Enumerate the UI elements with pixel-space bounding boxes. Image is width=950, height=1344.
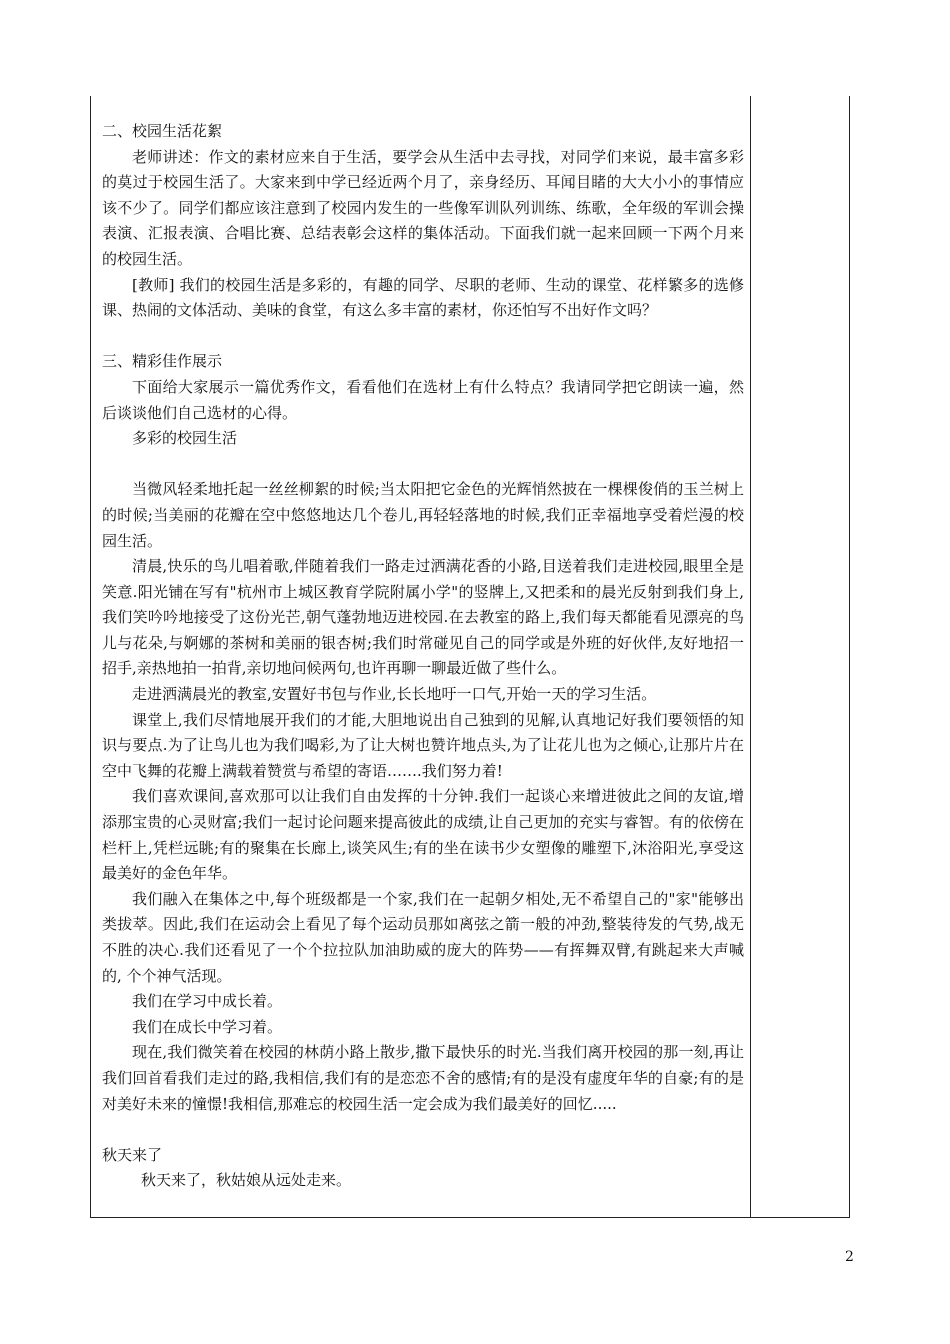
essay-paragraph: 我们融入在集体之中,每个班级都是一个家,我们在一起朝夕相处,无不希望自己的"家"能够出类拔萃。因此,我们在运动会上看见了每个运动员那如离弦之箭一般的冲劲,整装待发的气势,战无不胜的决心.我们还看见了一个个拉拉队加油助威的庞大的阵势——有挥舞双臂,有跳起来大声喊的, 个个神气活现。 [102,889,744,985]
main-content [102,119,744,1194]
spacer [102,1117,744,1143]
essay-paragraph: 清晨,快乐的鸟儿唱着歌,伴随着我们一路走过洒满花香的小路,目送着我们走进校园,眼里全是笑意.阳光铺在写有"杭州市上城区教育学院附属小学"的竖牌上,又把柔和的晨光反射到我们身上,我们笑吟吟地接受了这份光芒,朝气蓬勃地迈进校园.在去教室的路上,我们每天都能看见漂亮的鸟儿与花朵,与婀娜的茶树和美丽的银杏树;我们时常碰见自己的同学或是外班的好伙伴,友好地招一招手,亲热地拍一拍背,亲切地问候两句,也许再聊一聊最近做了些什么。 [102,557,744,678]
essay-paragraph: 课堂上,我们尽情地展开我们的才能,大胆地说出自己独到的见解,认真地记好我们要领悟的知识与要点.为了让鸟儿也为我们喝彩,为了让大树也赞许地点头,为了让花儿也为之倾心,让那片片在空中飞舞的花瓣上满载着赞赏与希望的寄语…….我们努力着! [102,710,744,780]
essay-paragraph: 我们在学习中成长着。 [132,992,283,1011]
next-essay-first-line: 秋天来了，秋姑娘从远处走来。 [141,1171,352,1190]
essay-paragraph: 走进洒满晨光的教室,安置好书包与作业,长长地吁一口气,开始一天的学习生活。 [132,685,657,704]
essay-paragraph: 当微风轻柔地托起一丝丝柳絮的时候;当太阳把它金色的光辉悄然披在一棵棵俊俏的玉兰树上的时候;当美丽的花瓣在空中悠悠地达几个卷儿,再轻轻落地的时候,我们正幸福地享受着烂漫的校园生活。 [102,480,744,550]
teacher-paragraph-1: 老师讲述：作文的素材应来自于生活，要学会从生活中去寻找，对同学们来说，最丰富多彩的莫过于校园生活了。大家来到中学已经近两个月了，亲身经历、耳闻目睹的大大小小的事情应该不少了。同学们都应该注意到了校园内发生的一些像军训队列训练、练歌，全年级的军训会操表演、汇报表演、合唱比赛、总结表彰会这样的集体活动。下面我们就一起来回顾一下两个月来的校园生活。 [102,147,744,268]
section-heading-3: 三、精彩佳作展示 [102,352,223,371]
section-intro: 下面给大家展示一篇优秀作文，看看他们在选材上有什么特点？我请同学把它朗读一遍，然后谈谈他们自己选材的心得。 [102,377,744,422]
essay-paragraph: 我们喜欢课间,喜欢那可以让我们自由发挥的十分钟.我们一起谈心来增进彼此之间的友谊,增添那宝贵的心灵财富;我们一起讨论问题来提高彼此的成绩,让自己更加的充实与睿智。有的依傍在栏杆上,凭栏远眺;有的聚集在长廊上,谈笑风生;有的坐在读书少女塑像的雕塑下,沐浴阳光,享受这最美好的金色年华。 [102,787,744,883]
next-essay-title: 秋天来了 [102,1145,163,1164]
section-heading-2: 二、校园生活花絮 [102,122,223,140]
spacer [102,324,744,350]
teacher-paragraph-2: [教师] 我们的校园生活是多彩的，有趣的同学、尽职的老师、生动的课堂、花样繁多的选修课、热闹的文体活动、美味的食堂，有这么多丰富的素材，你还怕写不出好作文吗？ [102,275,744,320]
page-number: 2 [845,1249,854,1265]
essay-title: 多彩的校园生活 [132,429,238,448]
spacer [102,452,744,478]
column-divider [750,96,751,1218]
essay-paragraph: 现在,我们微笑着在校园的林荫小路上散步,撒下最快乐的时光.当我们离开校园的那一刻,再让我们回首看我们走过的路,我相信,我们有的是恋恋不舍的感情;有的是没有虚度年华的自豪;有的是对美好未来的憧憬!我相信,那难忘的校园生活一定会成为我们最美好的回忆..... [102,1043,744,1113]
essay-paragraph: 我们在成长中学习着。 [132,1017,283,1036]
